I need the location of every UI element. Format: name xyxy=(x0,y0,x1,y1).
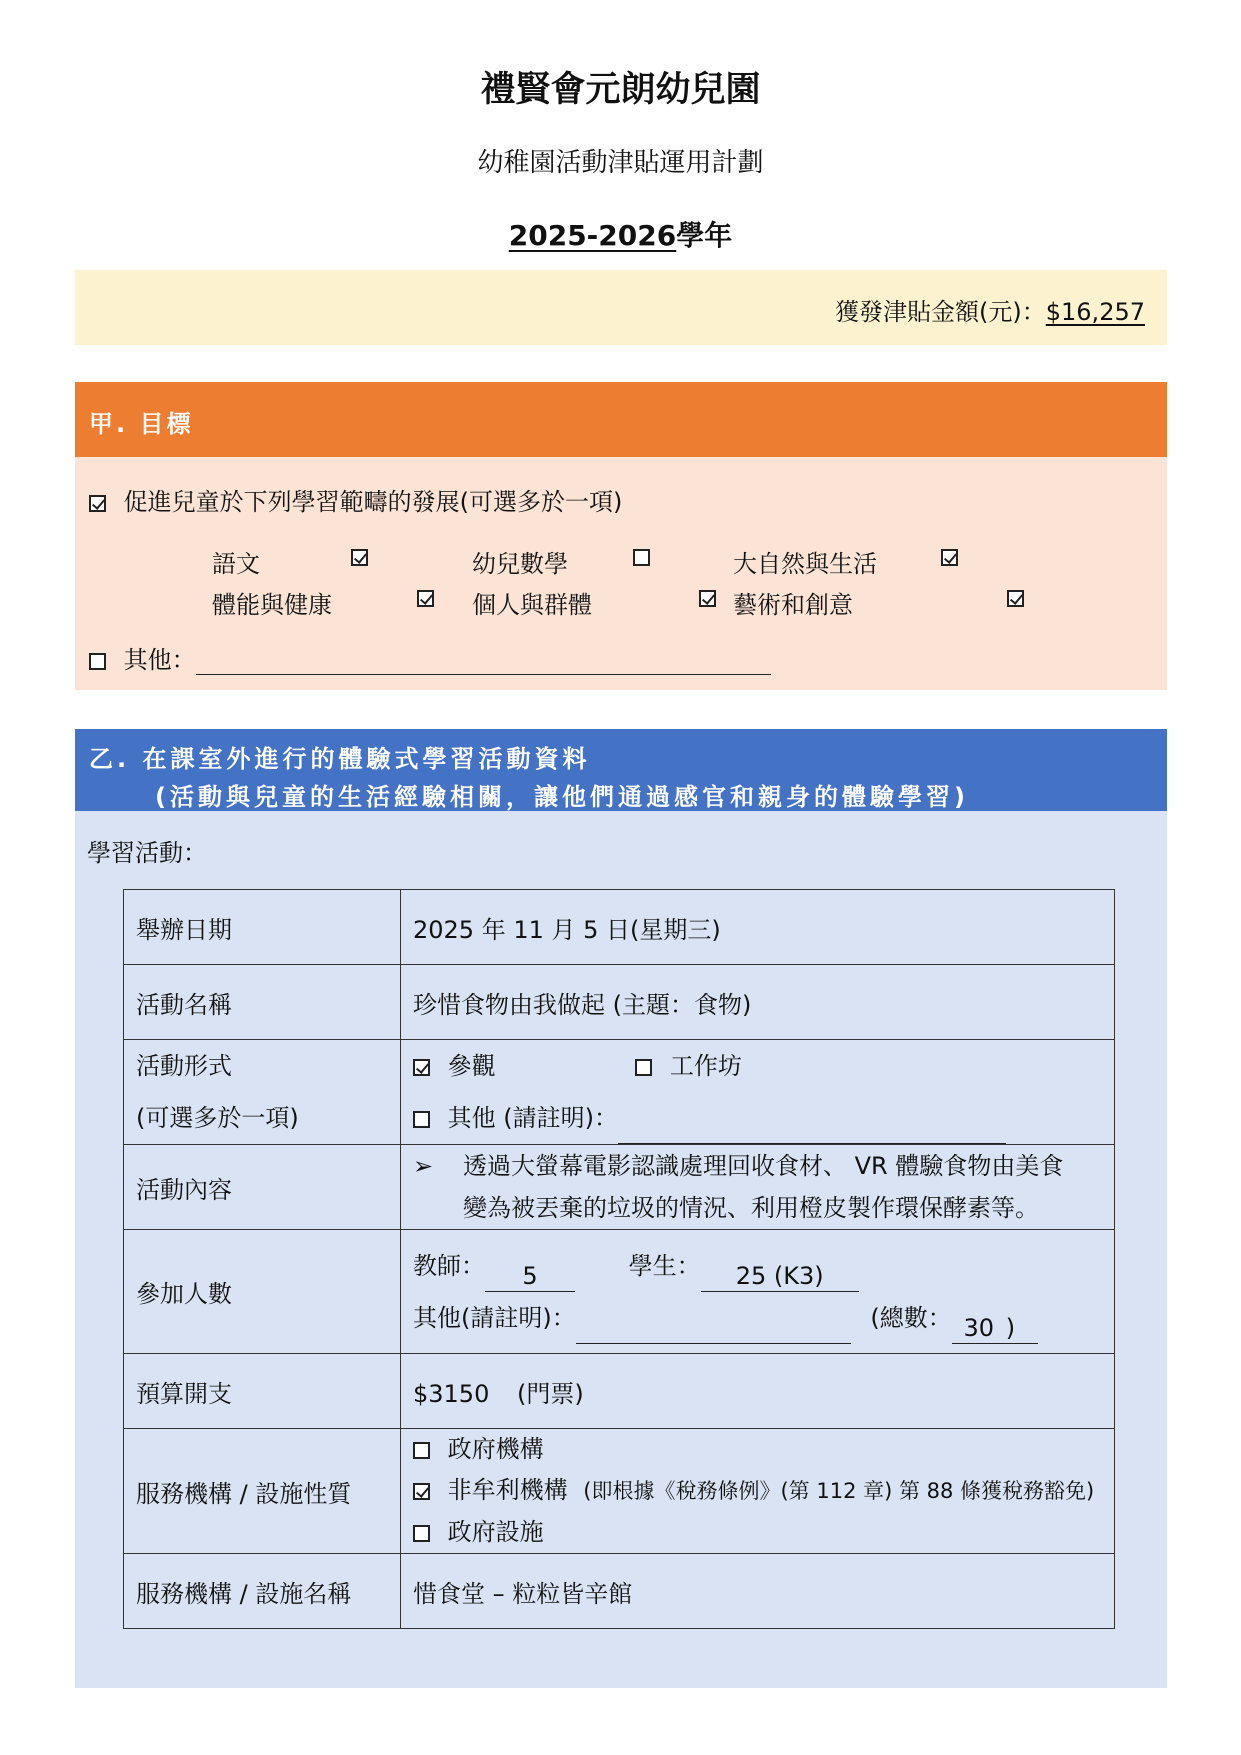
learning-activity-label: 學習活動： xyxy=(87,839,207,867)
other-objective-checkbox[interactable] xyxy=(89,653,106,670)
facility-name-label: 服務機構 / 設施名稱 xyxy=(124,1554,401,1629)
domain-social-label: 個人與群體 xyxy=(472,591,592,619)
form-other-label: 其他 (請註明)： xyxy=(447,1104,618,1132)
table-row xyxy=(124,1554,1115,1629)
total-label: (總數： xyxy=(870,1303,952,1332)
school-year-suffix: 學年 xyxy=(676,219,733,252)
activity-form-label: 活動形式 xyxy=(136,1052,232,1080)
other-participants-field[interactable] xyxy=(576,1313,851,1344)
participants-row1 xyxy=(413,1240,1102,1292)
content-line-1: 透過大螢幕電影認識處理回收食材、 VR 體驗食物由美食 xyxy=(463,1152,1064,1180)
domain-social-checkbox[interactable] xyxy=(699,590,716,607)
nature-gov-org-label: 政府機構 xyxy=(447,1435,544,1463)
activity-table xyxy=(123,889,1115,1629)
budget-value: $3150 xyxy=(413,1379,490,1408)
facility-name-value: 惜食堂 – 粒粒皆辛館 xyxy=(401,1554,1115,1629)
form-other-field[interactable] xyxy=(618,1113,1006,1144)
table-row xyxy=(124,1230,1115,1354)
other-objective-option xyxy=(89,640,771,675)
student-count[interactable]: 25 (K3) xyxy=(701,1261,859,1292)
section-b-subtitle: (活動與兒童的生活經驗相關，讓他們通過感官和親身的體驗學習) xyxy=(155,783,969,811)
domain-nature-checkbox[interactable] xyxy=(941,549,958,566)
other-participants-label: 其他(請註明)： xyxy=(413,1303,576,1332)
table-row xyxy=(124,890,1115,965)
activity-form-options xyxy=(401,1040,1115,1145)
section-b-title: 乙. 在課室外進行的體驗式學習活動資料 xyxy=(89,745,591,773)
grant-bar xyxy=(75,270,1167,345)
domain-arts-checkbox[interactable] xyxy=(1007,590,1024,607)
activity-content-value xyxy=(401,1145,1115,1230)
nature-option-nonprofit xyxy=(413,1470,1102,1512)
total-count-field xyxy=(952,1313,1038,1344)
form-visit-label: 參觀 xyxy=(447,1052,496,1080)
school-year xyxy=(0,214,1241,254)
facility-nature-options xyxy=(401,1429,1115,1554)
teacher-label: 教師： xyxy=(413,1251,485,1280)
section-a-title: 甲. 目標 xyxy=(89,410,194,438)
nature-gov-org-checkbox[interactable] xyxy=(413,1442,430,1459)
nature-gov-facility-label: 政府設施 xyxy=(447,1518,544,1546)
table-row xyxy=(124,1040,1115,1145)
domain-language-label: 語文 xyxy=(212,550,260,578)
domain-math-checkbox[interactable] xyxy=(633,549,650,566)
nature-option-gov-facility xyxy=(413,1512,1102,1553)
participants-label: 參加人數 xyxy=(124,1230,401,1354)
nature-nonprofit-label: 非牟利機構 xyxy=(447,1476,568,1504)
table-row xyxy=(124,1354,1115,1429)
school-name: 禮賢會元朗幼兒園 xyxy=(480,70,761,110)
activity-form-row1 xyxy=(413,1040,1102,1092)
content-bullet: ➢ xyxy=(413,1152,434,1180)
nature-gov-facility-checkbox[interactable] xyxy=(413,1525,430,1542)
nature-option-gov-org xyxy=(413,1429,1102,1470)
main-objective-option xyxy=(89,482,622,517)
domain-nature-label: 大自然與生活 xyxy=(733,550,877,578)
main-objective-checkbox[interactable] xyxy=(89,495,106,512)
activity-name-value: 珍惜食物由我做起 (主題：食物) xyxy=(401,965,1115,1040)
form-workshop-label: 工作坊 xyxy=(669,1052,742,1080)
participants-row2 xyxy=(413,1292,1102,1344)
nature-nonprofit-checkbox[interactable] xyxy=(413,1483,430,1500)
budget-cell xyxy=(401,1354,1115,1429)
activity-form-label-note: (可選多於一項) xyxy=(136,1104,299,1132)
grant-amount: $16,257 xyxy=(1045,298,1145,326)
date-value: 2025 年 11 月 5 日(星期三) xyxy=(401,890,1115,965)
facility-nature-label: 服務機構 / 設施性質 xyxy=(124,1429,401,1554)
main-objective-label: 促進兒童於下列學習範疇的發展(可選多於一項) xyxy=(123,488,623,516)
table-row xyxy=(124,1145,1115,1230)
content-line-2: 變為被丟棄的垃圾的情況、利用橙皮製作環保酵素等。 xyxy=(463,1194,1039,1222)
other-objective-field[interactable] xyxy=(196,648,771,675)
total-close: ) xyxy=(1005,1313,1016,1342)
domain-language-checkbox[interactable] xyxy=(351,549,368,566)
activity-content-label: 活動內容 xyxy=(124,1145,401,1230)
budget-label: 預算開支 xyxy=(124,1354,401,1429)
date-label: 舉辦日期 xyxy=(124,890,401,965)
form-other-checkbox[interactable] xyxy=(413,1111,430,1128)
plan-title: 幼稚園活動津貼運用計劃 xyxy=(477,148,764,178)
section-a-header xyxy=(75,382,1167,457)
activity-name-label: 活動名稱 xyxy=(124,965,401,1040)
participants-value xyxy=(401,1230,1115,1354)
other-objective-label: 其他： xyxy=(123,646,196,674)
domain-health-checkbox[interactable] xyxy=(417,590,434,607)
activity-form-label-cell xyxy=(124,1040,401,1145)
nature-nonprofit-note: (即根據《稅務條例》(第 112 章) 第 88 條獲稅務豁免) xyxy=(583,1479,1095,1503)
grant-text xyxy=(835,292,1145,327)
section-a-body xyxy=(75,457,1167,690)
activity-form-row2 xyxy=(413,1092,1102,1144)
table-row xyxy=(124,1429,1115,1554)
student-label: 學生： xyxy=(628,1251,701,1280)
total-count[interactable]: 30 xyxy=(963,1313,995,1342)
budget-note: (門票) xyxy=(517,1379,584,1408)
school-year-value: 2025-2026 xyxy=(508,219,677,252)
teacher-count[interactable]: 5 xyxy=(485,1261,575,1292)
section-b-header xyxy=(75,729,1167,811)
table-row xyxy=(124,965,1115,1040)
form-visit-checkbox[interactable] xyxy=(413,1059,430,1076)
domain-math-label: 幼兒數學 xyxy=(472,550,568,578)
form-workshop-checkbox[interactable] xyxy=(635,1059,652,1076)
domain-health-label: 體能與健康 xyxy=(212,591,332,619)
grant-label: 獲發津貼金額(元)： xyxy=(835,298,1046,326)
domain-arts-label: 藝術和創意 xyxy=(733,591,853,619)
